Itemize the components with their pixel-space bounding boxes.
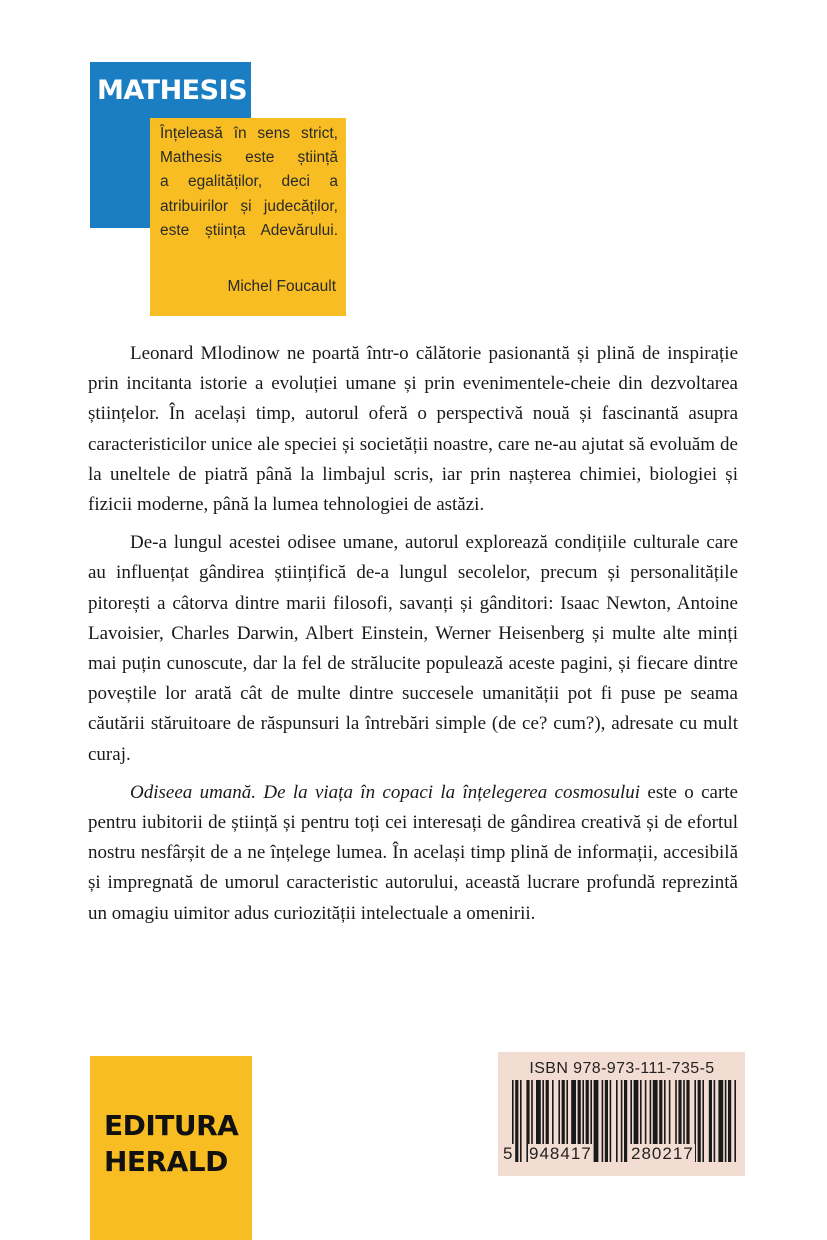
- barcode-digit-first: 5: [503, 1144, 514, 1163]
- quote-line: Înțeleasă în sens strict,: [160, 125, 338, 142]
- blurb-paragraph-3-text: este o carte pentru iubitorii de știință și pentru toți cei interesați de gândirea creativă și de efortul nostru nesfârșit de a ne înțelege lumea. În același timp plină de informații, accesibilă și impregnată de umorul caracteristic autorului, această lucrare profundă reprezintă un omagiu uimitor adus curiozității intelectuale a omenirii.: [88, 781, 738, 924]
- publisher-line-2: HERALD: [104, 1145, 228, 1178]
- blurb-paragraph-3: [88, 778, 738, 929]
- barcode-digits: [502, 1144, 740, 1168]
- quote-line: atribuirilor și judecăților,: [160, 197, 338, 215]
- series-title: MATHESIS: [97, 75, 248, 106]
- blurb-paragraph-1: Leonard Mlodinow ne poartă într-o călătorie pasionantă și plină de inspirație prin incitanta istorie a evoluției umane și prin evenimentele-cheie din dezvoltarea științelor. În același timp, autorul oferă o perspectivă nouă și fascinantă asupra caracteristicilor unice ale speciei și societății noastre, care ne-au ajutat să evoluăm de la uneltele de piatră până la limbajul scris, iar prin nașterea chimiei, biologiei și fizicii moderne, până la lumea tehnologiei de astăzi.: [88, 343, 738, 516]
- blurb-paragraph-2: De-a lungul acestei odisee umane, autorul explorează condițiile culturale care au influențat gândirea științifică de-a lungul secolelor, precum și personalitățile pitorești a câtorva dintre marii filosofi, savanți și gânditori: Isaac Newton, Antoine Lavoisier, Charles Darwin, Albert Einstein, Werner Heisenberg și multe alte minți mai puțin cunoscute, dar la fel de strălucite populează aceste pagini, și fiecare dintre poveștile lor arată cât de multe dintre succesele umanității pot fi puse pe seama căutării stăruitoare de răspunsuri la întrebări simple (de ce? cum?), adresate cu mult curaj.: [88, 532, 738, 765]
- barcode-digits-left: 948417: [529, 1144, 592, 1163]
- barcode-digits-right: 280217: [631, 1144, 694, 1163]
- quote-author: Michel Foucault: [227, 278, 336, 295]
- blurb-text: [88, 339, 738, 929]
- isbn-label: ISBN 978-973-111-735-5: [529, 1060, 715, 1077]
- publisher-line-1: EDITURA: [104, 1109, 239, 1142]
- publisher-logo: [104, 1108, 254, 1180]
- quote-line: a egalităților, deci a: [160, 173, 338, 191]
- book-title: Odiseea umană. De la viața în copaci la înțelegerea cosmosului: [130, 781, 641, 803]
- series-quote: [160, 122, 338, 243]
- quote-line: este știința Adevărului.: [160, 221, 338, 239]
- quote-line: Mathesis este știință: [160, 149, 338, 167]
